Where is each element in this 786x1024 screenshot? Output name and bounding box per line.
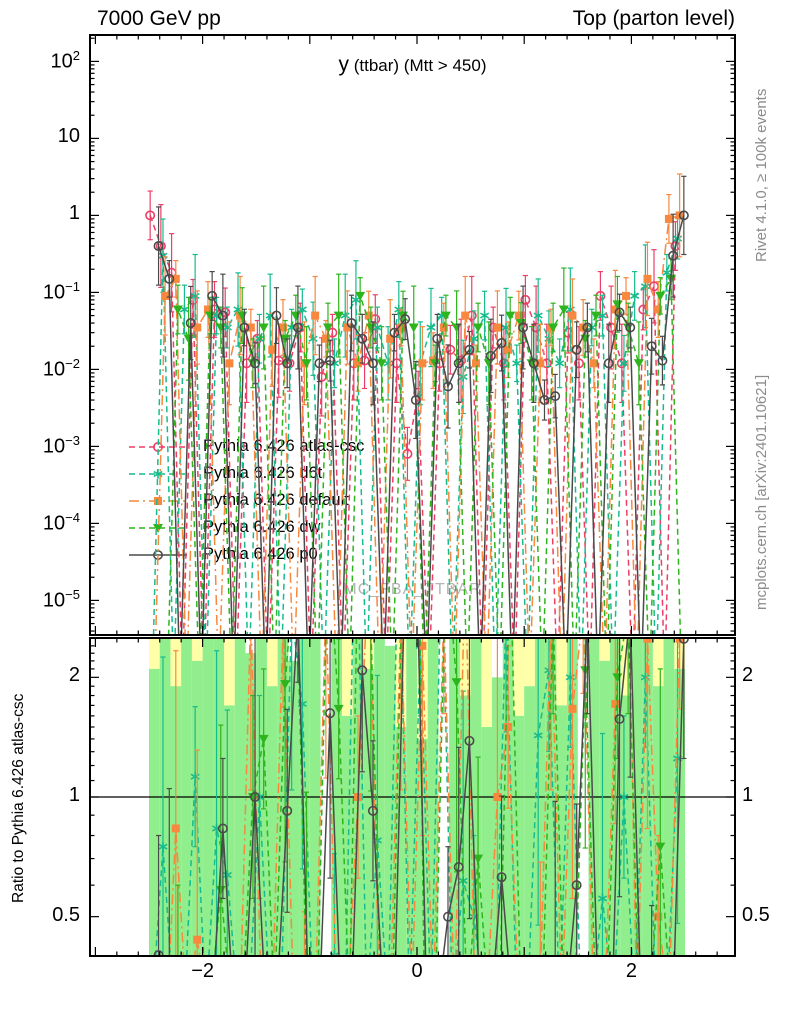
legend-label: Pythia 6.426 dw [203, 518, 321, 536]
process-label: Top (parton level) [572, 7, 735, 30]
tick-label: $10^2$ [50, 48, 80, 74]
tick-label: $10^{-5}$ [42, 587, 80, 613]
tick-label: 2 [68, 664, 80, 687]
tick-label: $10^{-3}$ [42, 433, 80, 459]
tick-label: 1 [68, 784, 80, 806]
legend-label: Pythia 6.426 atlas-csc [203, 437, 365, 455]
ratio-axis-label: Ratio to Pythia 6.426 atlas-csc [10, 693, 27, 903]
beam-energy-label: 7000 GeV pp [97, 7, 221, 30]
mcplots-reference-note: mcplots.cern.ch [arXiv:2401.10621] [753, 374, 770, 611]
tick-label: 1 [742, 784, 754, 806]
analysis-watermark: (MC_FBA_TTBAR) [337, 581, 488, 598]
tick-label: $10^{-1}$ [42, 279, 80, 305]
plot-title-cut: (ttbar) (Mtt > 450) [353, 56, 487, 75]
tick-label: 2 [742, 664, 754, 687]
tick-label: 0 [411, 960, 423, 982]
legend-label: Pythia 6.426 d6t [203, 464, 323, 482]
legend-label: Pythia 6.426 p0 [203, 545, 318, 563]
rivet-version-note: Rivet 4.1.0, ≥ 100k events [753, 88, 770, 262]
legend-label: Pythia 6.426 default [203, 491, 349, 509]
tick-label: 0.5 [742, 903, 770, 926]
tick-label: 10 [57, 125, 80, 148]
tick-label: $10^{-4}$ [42, 510, 80, 536]
tick-label: 0.5 [52, 903, 80, 926]
tick-label: 2 [625, 960, 637, 982]
tick-label: 1 [68, 202, 80, 225]
tick-label: −2 [191, 960, 214, 982]
tick-label: $10^{-2}$ [42, 356, 80, 382]
plot-title-observable: y [338, 53, 350, 76]
